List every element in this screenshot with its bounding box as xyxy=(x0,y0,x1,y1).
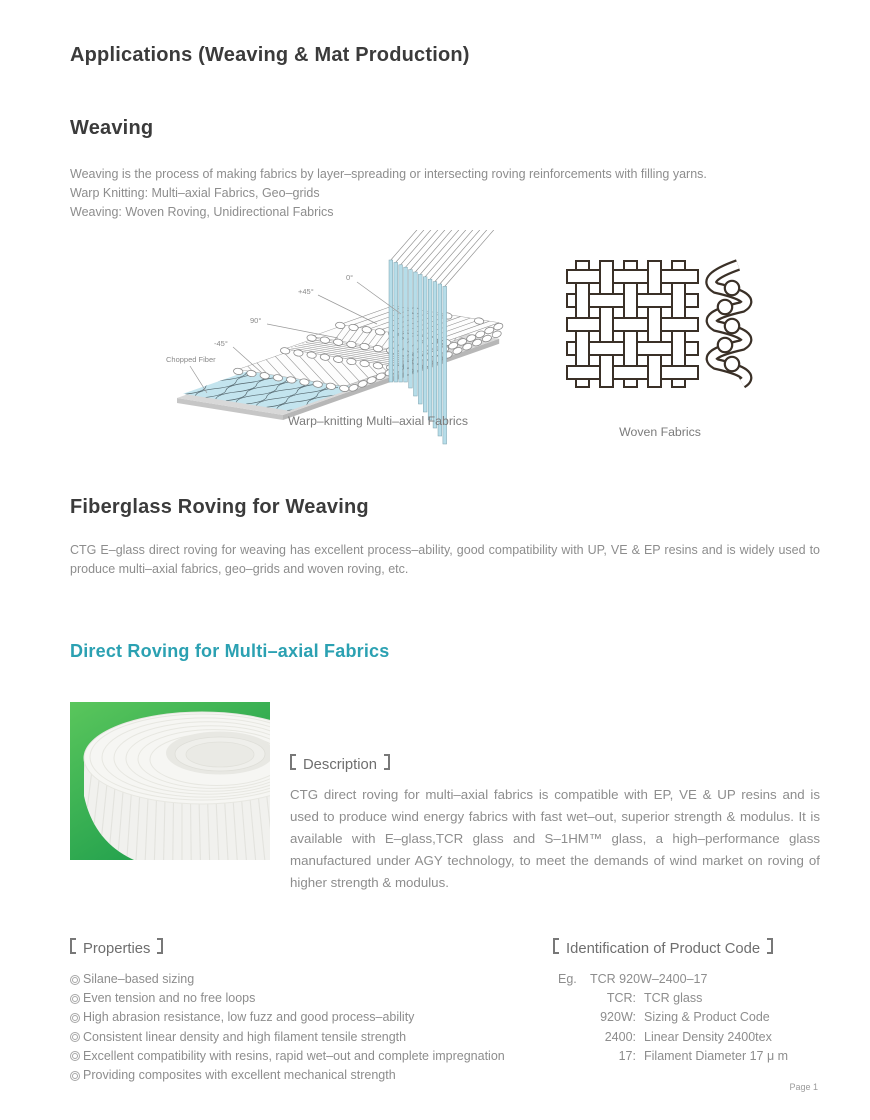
example-row xyxy=(553,970,820,989)
properties-list xyxy=(70,970,553,1085)
properties-heading-text: Properties xyxy=(83,941,151,957)
property-item: Providing composites with excellent mechanical strength xyxy=(70,1066,553,1085)
description-heading-text: Description xyxy=(303,757,378,773)
label-90-degree: 90° xyxy=(250,316,262,325)
ring-bullet-icon xyxy=(70,975,80,985)
identification-heading-text: Identification of Product Code xyxy=(566,941,761,957)
weaving-intro-line: Weaving: Woven Roving, Unidirectional Fabrics xyxy=(70,205,334,219)
direct-roving-heading: Direct Roving for Multi–axial Fabrics xyxy=(70,641,390,661)
property-item: Consistent linear density and high filament tensile strength xyxy=(70,1028,553,1047)
properties-section xyxy=(70,938,553,1085)
weaving-intro xyxy=(70,165,820,222)
woven-fabrics-caption: Woven Fabrics xyxy=(619,425,701,439)
roving-spool-photo xyxy=(70,702,270,860)
warp-knitting-figure xyxy=(150,230,590,458)
product-code-example xyxy=(553,970,820,1066)
property-item: Excellent compatibility with resins, rapid wet–out and complete impregnation xyxy=(70,1047,553,1066)
product-code-value: TCR 920W–2400–17 xyxy=(590,972,708,986)
woven-fabrics-figure xyxy=(560,257,760,439)
page-title: Applications (Weaving & Mat Production) xyxy=(70,44,470,66)
ring-bullet-icon xyxy=(70,1013,80,1023)
code-row: 17: Filament Diameter 17 μ m xyxy=(618,1048,789,1063)
bracket-close-icon xyxy=(157,938,163,954)
description-body: CTG direct roving for multi–axial fabrics is compatible with EP, VE & UP resins and is used to produce wind energy fabrics with fast wet–out, superior strength & modulus. It is available with E–glass,TCR glass and S–1HM™ glass, a high–performance glass manufactured under AGY technology, to meet the demands of wind market on roving of higher strength & modulus. xyxy=(290,787,820,890)
fiberglass-body: CTG E–glass direct roving for weaving has excellent process–ability, good compatibility with UP, VE & EP resins and is widely used to produce multi–axial fabrics, geo–grids and woven roving, etc. xyxy=(70,543,820,576)
label-minus-45: -45° xyxy=(214,339,228,348)
weaving-intro-line: Warp Knitting: Multi–axial Fabrics, Geo–grids xyxy=(70,186,320,200)
property-item: Silane–based sizing xyxy=(70,970,553,989)
code-row: 2400: Linear Density 2400tex xyxy=(604,1029,772,1044)
bracket-open-icon xyxy=(70,938,76,954)
bracket-open-icon xyxy=(553,938,559,954)
weaving-heading: Weaving xyxy=(70,117,154,139)
eg-label: Eg. xyxy=(558,972,577,986)
bottom-section xyxy=(70,938,820,1085)
bracket-close-icon xyxy=(384,754,390,770)
weaving-intro-line: Weaving is the process of making fabrics by layer–spreading or intersecting roving reinforcements with filling yarns. xyxy=(70,167,707,181)
page-number: Page 1 xyxy=(789,1082,818,1092)
properties-heading xyxy=(70,938,553,957)
identification-section xyxy=(553,938,820,1085)
identification-heading xyxy=(553,938,820,957)
warp-knitting-caption: Warp–knitting Multi–axial Fabrics xyxy=(288,414,468,428)
figures-band xyxy=(70,230,820,462)
product-section xyxy=(70,702,820,894)
label-plus-45: +45° xyxy=(298,287,314,296)
property-item: High abrasion resistance, low fuzz and good process–ability xyxy=(70,1008,553,1027)
woven-fabrics-diagram xyxy=(560,257,760,407)
ring-bullet-icon xyxy=(70,994,80,1004)
description-column xyxy=(290,702,820,894)
ring-bullet-icon xyxy=(70,1071,80,1081)
description-heading xyxy=(290,754,820,773)
code-row: 920W: Sizing & Product Code xyxy=(600,1010,770,1025)
ring-bullet-icon xyxy=(70,1051,80,1061)
label-0-degree: 0° xyxy=(346,273,354,282)
property-item: Even tension and no free loops xyxy=(70,989,553,1008)
bracket-close-icon xyxy=(767,938,773,954)
ring-bullet-icon xyxy=(70,1032,80,1042)
bracket-open-icon xyxy=(290,754,296,770)
fiberglass-heading: Fiberglass Roving for Weaving xyxy=(70,496,369,518)
code-row: TCR: TCR glass xyxy=(606,991,703,1006)
label-chopped-fiber: Chopped Fiber xyxy=(166,355,216,364)
